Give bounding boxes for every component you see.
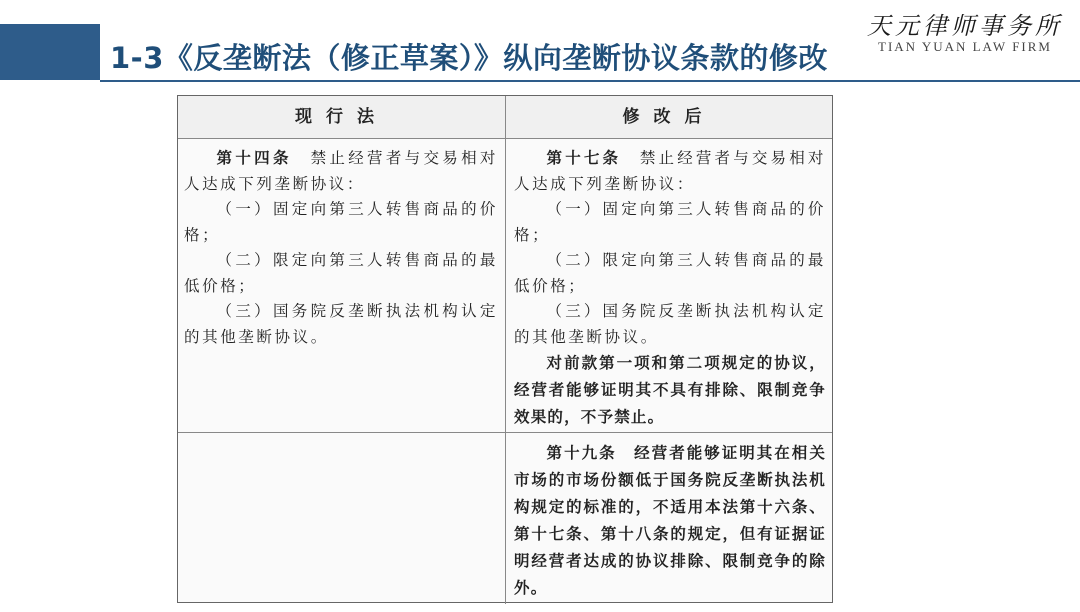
column-header-revised-label: 修改后 [622,107,716,127]
firm-name-cn: 天元律师事务所 [867,12,1063,40]
revised-added-paragraph: 对前款第一项和第二项规定的协议，经营者能够证明其不具有排除、限制竞争效果的，不予禁止。 [514,354,826,426]
page-title: 1-3《反垄断法（修正草案）》纵向垄断协议条款的修改 [110,41,828,75]
row-divider [178,432,832,433]
column-header-current [178,96,506,139]
current-law-cell [184,146,498,350]
revised-article-number: 第十七条 [546,149,622,167]
current-item-3: （三）国务院反垄断执法机构认定的其他垄断协议。 [184,302,498,346]
column-divider [505,138,506,604]
new-article-paragraph [514,440,826,602]
revised-article-intro-text: 禁止经营者与交易相对人达成下列垄断协议： [514,149,826,193]
revised-law-cell [514,146,826,431]
current-item-1: （一）固定向第三人转售商品的价格； [184,200,498,244]
title-underline [100,80,1080,82]
current-article-intro-text: 禁止经营者与交易相对人达成下列垄断协议： [184,149,498,193]
new-article-cell [514,440,826,602]
firm-name-en: TIAN YUAN LAW FIRM [878,39,1052,54]
column-header-current-label: 现行法 [295,107,388,127]
current-article-intro [184,146,498,197]
current-article-number: 第十四条 [216,149,292,167]
current-item-2: （二）限定向第三人转售商品的最低价格； [184,251,498,295]
firm-logo [858,6,1072,56]
revised-item-3: （三）国务院反垄断执法机构认定的其他垄断协议。 [514,302,826,346]
new-article-number: 第十九条 [546,444,617,462]
column-header-revised [506,96,832,139]
revised-item-1: （一）固定向第三人转售商品的价格； [514,200,826,244]
header-accent-bar [0,24,100,80]
revised-article-intro [514,146,826,197]
revised-item-2: （二）限定向第三人转售商品的最低价格； [514,251,826,295]
comparison-table [177,95,833,603]
new-article-text: 经营者能够证明其在相关市场的市场份额低于国务院反垄断执法机构规定的标准的，不适用本法第十六条、第十七条、第十八条的规定，但有证据证明经营者达成的协议排除、限制竞争的除外。 [514,444,827,597]
